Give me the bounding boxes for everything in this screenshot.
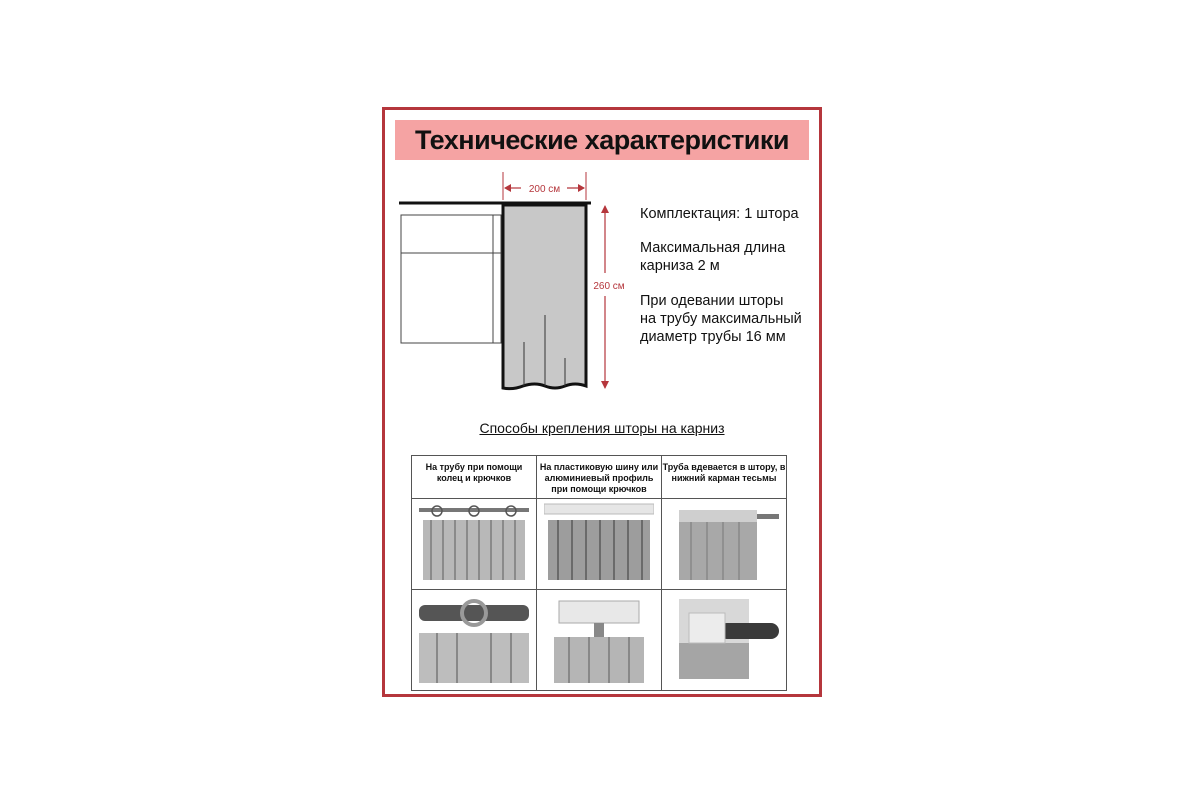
curtain-rings-image — [419, 502, 529, 582]
photo-rail-curtain — [537, 499, 662, 590]
spec-max-tube-diameter: При одевании шторы на трубу максимальный диаметр трубы 16 мм — [640, 293, 802, 345]
photo-rings-curtain — [412, 499, 537, 590]
page-title: Технические характеристики — [414, 125, 790, 155]
curtain-tube-image — [669, 502, 779, 582]
tube-pocket-closeup-image — [669, 593, 779, 683]
width-label: 200 см — [528, 184, 561, 195]
photo-tube-curtain — [662, 499, 787, 590]
column-header-tube-pocket: Труба вдевается в штору, в нижний карман тесьмы — [662, 456, 787, 499]
closeup-ring-hook — [412, 590, 537, 691]
closeup-tube-pocket — [662, 590, 787, 691]
column-header-rings: На трубу при помощи колец и крючков — [412, 456, 537, 499]
mounting-heading: Способы крепления шторы на карниз — [479, 420, 725, 436]
column-header-rail: На пластиковую шину или алюминиевый профиль при помощи крючков — [537, 456, 662, 499]
closeup-rail-hook — [537, 590, 662, 691]
curtain-rail-image — [544, 502, 654, 582]
height-label: 260 см — [593, 281, 625, 292]
width-dimension — [503, 172, 586, 200]
ring-hook-closeup-image — [419, 593, 529, 683]
spec-set: Комплектация: 1 штора — [640, 206, 799, 222]
rail-hook-closeup-image — [544, 593, 654, 683]
spec-max-rod-length: Максимальная длина карниза 2 м — [640, 240, 786, 274]
height-dimension — [593, 205, 624, 389]
spec-sheet — [382, 107, 822, 697]
window-icon — [401, 215, 501, 343]
mounting-table — [411, 455, 787, 691]
